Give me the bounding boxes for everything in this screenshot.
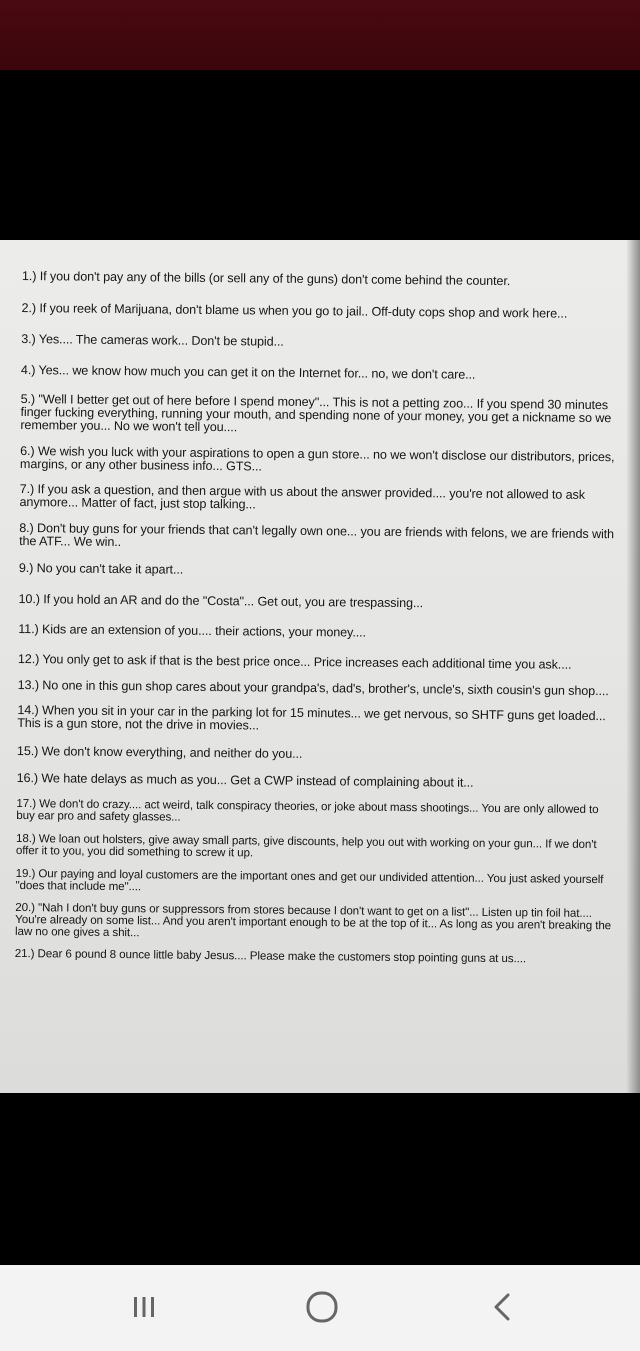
rule-item: 6.) We wish you luck with your aspirations to open a gun store... no we won't disclose our distributors, prices, margins, or any other business info... GTS... — [19, 443, 615, 474]
viewer-background — [0, 1093, 640, 1265]
rule-item: 16.) We hate delays as much as you... Get a CWP instead of complaining about it... — [16, 770, 474, 790]
photo-shadow-edge — [626, 240, 640, 1093]
rule-item: 1.) If you don't pay any of the bills (or sell any of the guns) don't come behind the counter. — [21, 269, 511, 289]
rule-item: 21.) Dear 6 pound 8 ounce little baby Jesus.... Please make the customers stop pointing guns at us.... — [14, 946, 527, 966]
rule-item: 3.) Yes.... The cameras work... Don't be stupid... — [21, 331, 284, 349]
rule-item: 8.) Don't buy guns for your friends that can't legally own one... you are friends with felons, we are friends with the ATF... We win.. — [19, 520, 615, 550]
rule-item: 11.) Kids are an extension of you.... their actions, your money.... — [18, 621, 367, 640]
photo-of-posted-rules — [0, 240, 640, 1093]
rule-item: 20.) "Nah I don't buy guns or suppressors from stores because I don't want to get on a list"... Listen up tin foil hat.... You're already on some list... And you aren't important enough to be at the top of it... As long as you aren't breaking the law no one gives a shit... — [15, 900, 612, 940]
rule-item: 15.) We don't know everything, and neither do you... — [16, 743, 303, 761]
android-navigation-bar — [0, 1265, 640, 1351]
rules-list — [15, 270, 622, 966]
rule-item: 2.) If you reek of Marijuana, don't blame us when you go to jail.. Off-duty cops shop and work here... — [21, 300, 568, 321]
rule-item: 5.) "Well I better get out of here before I spend money"... This is not a petting zoo... If you spend 30 minutes finger fucking everything, running your mouth, and spending none of your money, you get a nickname so we remember you... No we won't tell you.... — [20, 391, 612, 435]
back-button[interactable] — [472, 1283, 532, 1331]
rule-item: 10.) If you hold an AR and do the "Costa"... Get out, you are trespassing... — [18, 591, 424, 611]
rule-item: 7.) If you ask a question, and then argue with us about the answer provided.... you're not allowed to ask anymore... Matter of fact, just stop talking... — [19, 481, 586, 512]
rule-item: 17.) We don't do crazy.... act weird, talk conspiracy theories, or joke about mass shootings... You are only allowed to buy ear pro and safety glasses... — [16, 796, 599, 824]
rule-item: 12.) You only get to ask if that is the best price once... Price increases each additional time you ask.... — [17, 651, 572, 672]
rule-item: 18.) We loan out holsters, give away small parts, give discounts, help you out with working on your gun... If we don't offer it to you, you did something to screw it up. — [15, 831, 597, 860]
rule-item: 13.) No one in this gun shop cares about your grandpa's, dad's, brother's, uncle's, sixth cousin's gun shop.... — [17, 677, 609, 699]
home-button[interactable] — [292, 1283, 352, 1331]
rule-item: 19.) Our paying and loyal customers are the important ones and get our undivided attention... You just asked yourself "does that include me".... — [15, 866, 604, 894]
recents-icon — [130, 1293, 158, 1321]
status-bar-band — [0, 0, 640, 70]
rule-item: 14.) When you sit in your car in the parking lot for 15 minutes... we get nervous, so SHTF guns get loaded... This is a gun store, not the drive in movies... — [17, 702, 606, 733]
recents-button[interactable] — [114, 1283, 174, 1331]
rule-item: 9.) No you can't take it apart... — [18, 560, 184, 577]
rule-item: 4.) Yes... we know how much you can get it on the Internet for... no, we don't care... — [20, 362, 476, 382]
back-icon — [488, 1291, 516, 1323]
home-icon — [304, 1291, 340, 1323]
